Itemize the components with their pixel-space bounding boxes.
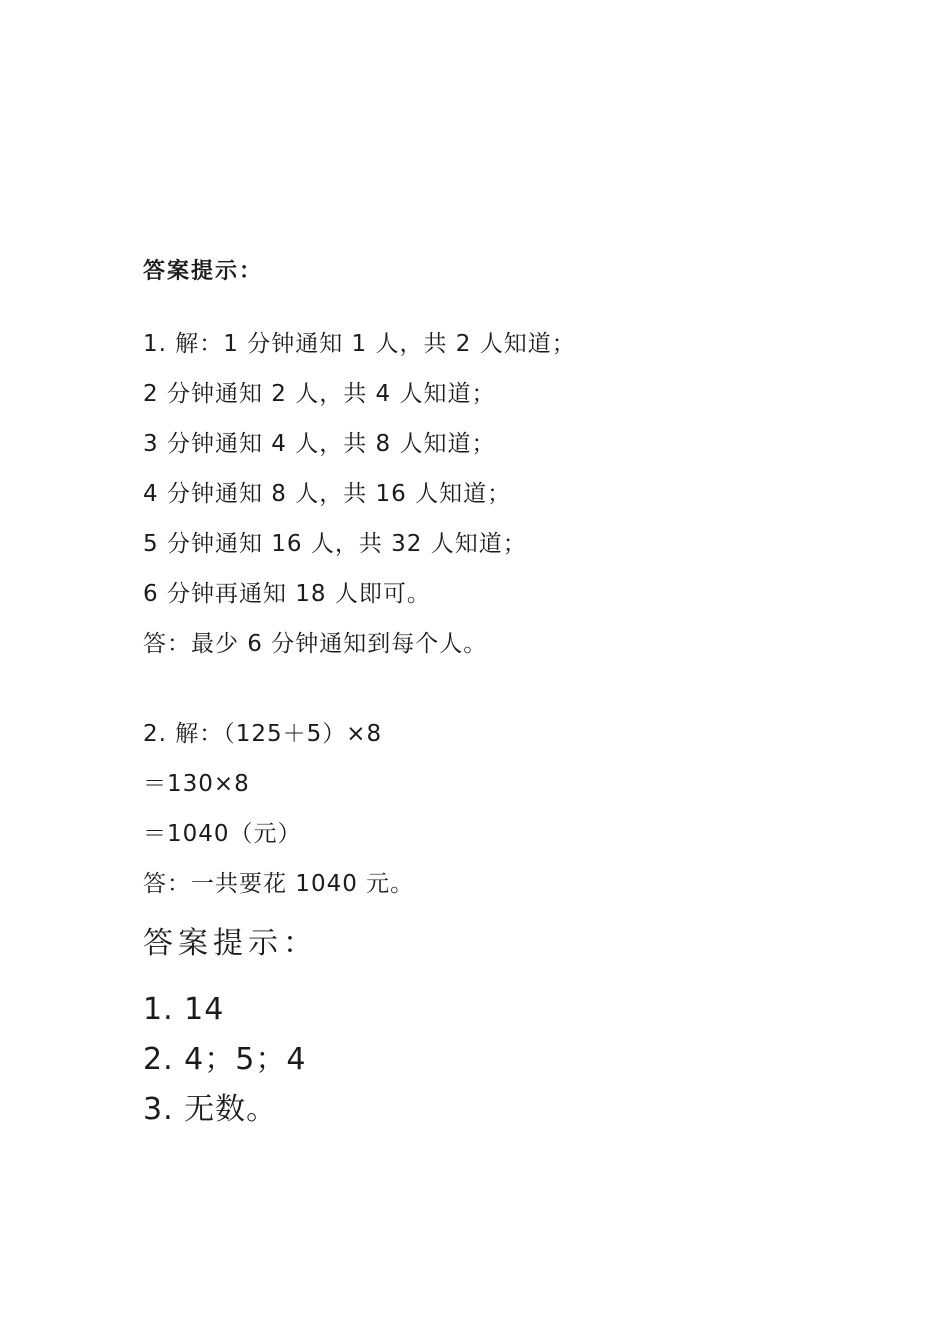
section2-heading: 答案提示：: [143, 926, 318, 961]
problem1-solution-block: [143, 319, 890, 669]
solution-line: 2. 解：（125＋5）×8: [143, 721, 383, 747]
solution-line: ＝1040（元）: [143, 821, 302, 847]
solution-line: 4 分钟通知 8 人，共 16 人知道；: [143, 481, 512, 507]
list-item: 3. 无数。: [143, 1092, 278, 1127]
solution-line: 2 分钟通知 2 人，共 4 人知道；: [143, 381, 496, 407]
answer-line: 答：一共要花 1040 元。: [143, 871, 415, 897]
solution-line: 6 分钟再通知 18 人即可。: [143, 581, 431, 607]
problem2-solution-block: [143, 709, 890, 909]
answer-line: 答：最少 6 分钟通知到每个人。: [143, 631, 488, 657]
list-item: 1. 14: [143, 992, 225, 1027]
list-item: 2. 4；5；4: [143, 1042, 307, 1077]
short-answer-list: [143, 985, 890, 1135]
solution-line: 3 分钟通知 4 人，共 8 人知道；: [143, 431, 496, 457]
solution-line: ＝130×8: [143, 771, 250, 797]
solution-line: 1. 解：1 分钟通知 1 人，共 2 人知道；: [143, 331, 576, 357]
solution-line: 5 分钟通知 16 人，共 32 人知道；: [143, 531, 527, 557]
section1-heading: 答案提示：: [143, 259, 264, 284]
